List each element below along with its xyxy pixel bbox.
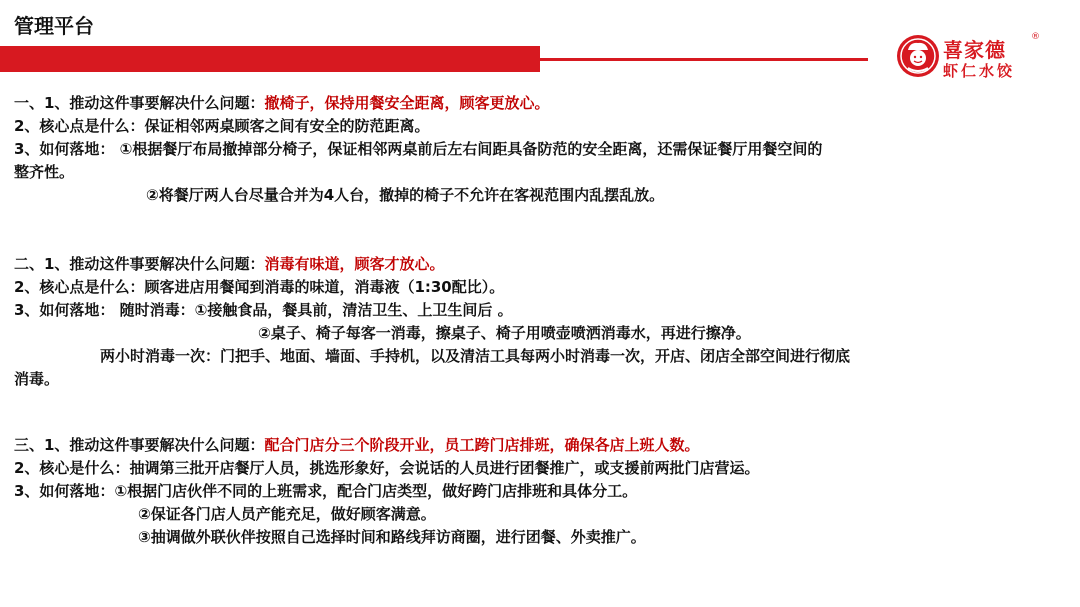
section-2-question-label: 二、1、推动这件事要解决什么问题： [14,255,265,273]
section-3-question-answer: 配合门店分三个阶段开业，员工跨门店排班，确保各店上班人数。 [264,436,700,454]
section-3-question [14,434,699,456]
page-title: 管理平台 [14,14,94,38]
section-3-core: 2、核心是什么：抽调第三批开店餐厅人员，挑选形象好，会说话的人员进行团餐推广，或支援前两批门店营运。 [14,459,760,477]
section-2-impl-line-3: 两小时消毒一次：门把手、地面、墙面、手持机，以及清洁工具每两小时消毒一次，开店、闭店全部空间进行彻底 [100,347,851,365]
section-3-impl-line-1: 3、如何落地：①根据门店伙伴不同的上班需求，配合门店类型，做好跨门店排班和具体分工。 [14,482,638,500]
brand-logo [896,32,1066,82]
section-1-impl-line-2: 整齐性。 [14,163,75,181]
section-3-question-label: 三、1、推动这件事要解决什么问题： [14,436,265,454]
section-2-impl-line-1: 3、如何落地： 随时消毒：①接触食品，餐具前，清洁卫生、上卫生间后 。 [14,301,513,319]
section-2-impl-line-4: 消毒。 [14,370,60,388]
header-red-bar [0,46,540,72]
section-2-question-answer: 消毒有味道，顾客才放心。 [264,255,445,273]
section-1-question-label: 一、1、推动这件事要解决什么问题： [14,94,265,112]
section-2-core: 2、核心点是什么：顾客进店用餐闻到消毒的味道，消毒液（1:30配比）。 [14,278,505,296]
section-1-question [14,92,549,114]
logo-brand-name: 喜家德 [943,38,1006,62]
header-red-line [540,58,868,61]
section-1-impl-line-1: 3、如何落地： ①根据餐厅布局撤掉部分椅子，保证相邻两桌前后左右间距具备防范的安全距离，还需保证餐厅用餐空间的 [14,140,823,158]
logo-subtitle: 虾仁水饺 [943,62,1016,80]
section-2-impl-line-2: ②桌子、椅子每客一消毒，擦桌子、椅子用喷壶喷洒消毒水，再进行擦净。 [258,324,751,342]
section-2-question [14,253,444,275]
section-3-impl-line-2: ②保证各门店人员产能充足，做好顾客满意。 [138,505,436,523]
logo-registered-mark: ® [1031,32,1040,42]
section-1-impl-line-3: ②将餐厅两人台尽量合并为4人台，撤掉的椅子不允许在客视范围内乱摆乱放。 [146,186,665,204]
section-1-question-answer: 撤椅子，保持用餐安全距离，顾客更放心。 [264,94,550,112]
section-1-core: 2、核心点是什么：保证相邻两桌顾客之间有安全的防范距离。 [14,117,430,135]
chef-mascot-icon [896,34,940,78]
section-3-impl-line-3: ③抽调做外联伙伴按照自己选择时间和路线拜访商圈，进行团餐、外卖推广。 [138,528,646,546]
